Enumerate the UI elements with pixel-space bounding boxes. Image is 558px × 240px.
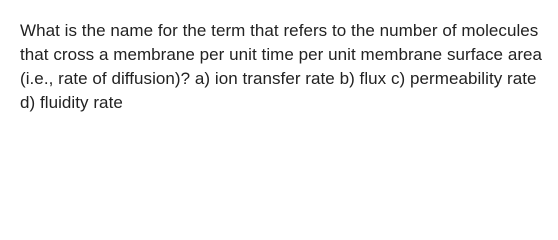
- question-text: What is the name for the term that refers to the number of molecules that cross a membrane per unit time per unit membrane surface area (i.e., rate of diffusion)? a) ion transfer rate b) flux c) permeability rate d) fluidity rate: [20, 21, 543, 112]
